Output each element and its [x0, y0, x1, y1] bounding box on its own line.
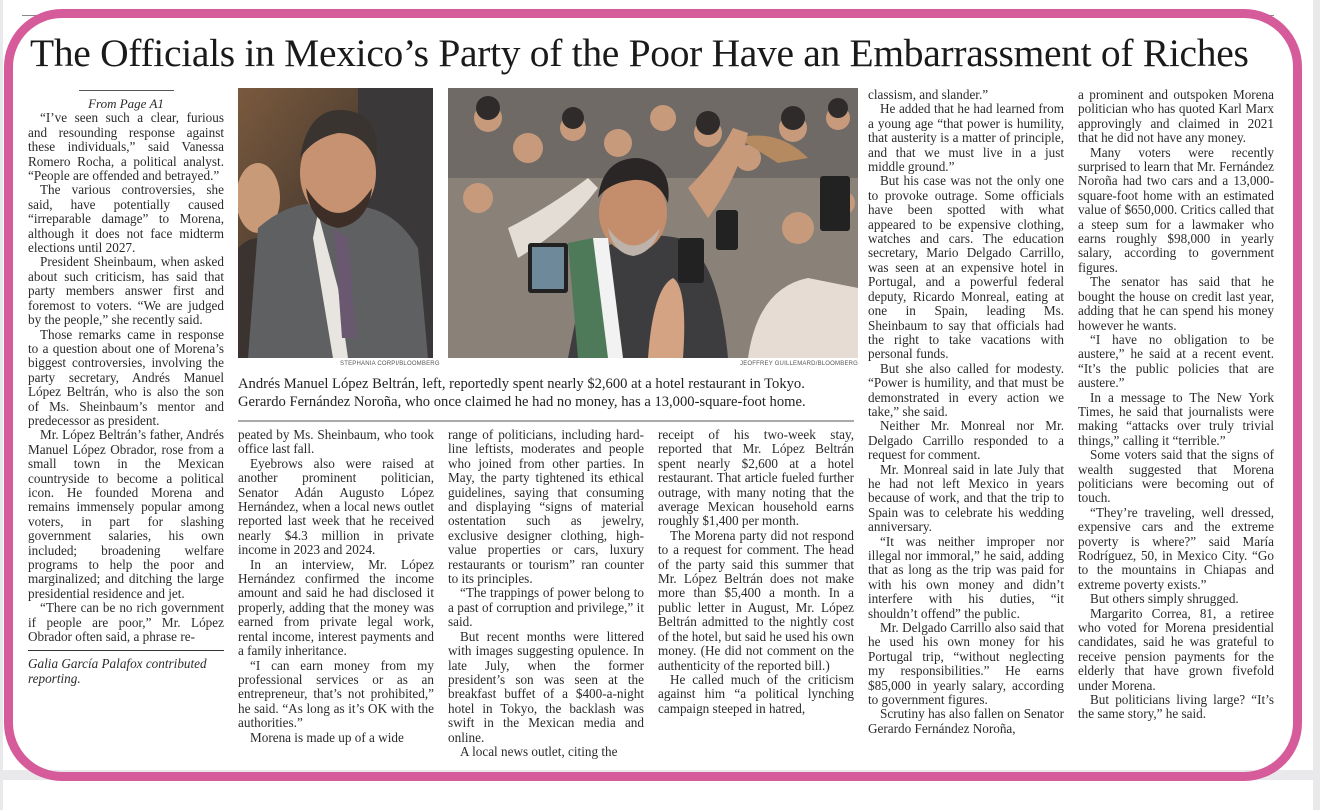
paragraph: A local news outlet, citing the [460, 743, 618, 759]
paragraph: “I’ve seen such a clear, furious and resounding response against these individuals,” said Vanessa Romero Rocha, a political analyst. “People are offended and betrayed.” [28, 110, 224, 184]
photo-caption [238, 375, 858, 411]
article-column-2 [238, 428, 434, 745]
jump-label: From Page A1 [88, 96, 164, 111]
paragraph: range of politicians, including hard-line leftists, moderates and people who joined from other parties. In May, the party tightened its ethical guidelines, saying that consuming and displaying “signs of material ostentation such as jewelry, exclusive designer clothing, high-value properties or cars, luxury restaurants or tourism” ran counter to its principles. [448, 427, 644, 587]
paragraph: Some voters said that the signs of wealth suggested that Morena politicians were becoming out of touch. [1078, 447, 1274, 506]
paragraph: Those remarks came in response to a question about one of Morena’s biggest controversies, involving the party secretary, Andrés Manuel López Beltrán, who is also the son of Ms. Sheinbaum’s mentor and predecessor as president. [28, 326, 224, 428]
article-column-5 [868, 88, 1064, 736]
crowd-image [448, 88, 858, 358]
paragraph: The senator has said that he bought the house on credit last year, adding that he can spend his money however he wants. [1078, 274, 1274, 333]
photo-fernandez-norona [448, 88, 858, 358]
jump-rule [79, 90, 174, 91]
paragraph: “There can be no rich government if people are poor,” Mr. López Obrador often said, a phrase re- [28, 600, 224, 645]
paragraph: “I have no obligation to be austere,” he said at a recent event. “It’s the public policies that are austere.” [1078, 331, 1274, 391]
portrait-image [238, 88, 433, 358]
photo-credit-right: JEOFFREY GUILLEMARD/BLOOMBERG [740, 361, 859, 367]
headline: The Officials in Mexico’s Party of the Poor Have an Embarrassment of Riches [30, 31, 1249, 75]
paragraph: In an interview, Mr. López Hernández confirmed the income amount and said he had disclosed it properly, adding that the money was earned from private legal work, rental income, interest payments and a family inheritance. [238, 556, 434, 659]
paragraph: But his case was not the only one to provoke outrage. Some officials have been spotted with what appeared to be expensive clothing, watches and cars. The education secretary, Mario Delgado Carrillo, was seen at an expensive hotel in Portugal, and a powerful federal deputy, Ricardo Monreal, eating at one in Spain, leading Ms. Sheinbaum to say that officials had the right to take vacations with personal funds. [868, 173, 1064, 362]
paragraph: Margarito Correa, 81, a retiree who voted for Morena presidential candidates, said he was grateful to receive pension payments for the elderly that have grown fivefold under Morena. [1078, 605, 1274, 693]
paragraph: Mr. López Beltrán’s father, Andrés Manuel López Obrador, rose from a small town in the Mexican countryside to become a political icon. He founded Morena and remains immensely popular among voters, in part for slashing government salaries, his own included; broadening welfare programs to help the poor and marginalized; and ditching the large presidential residence and jet. [28, 427, 224, 601]
paragraph: But she also called for modesty. “Power is humility, and that must be demonstrated in every action we take,” she said. [868, 360, 1064, 419]
paragraph: President Sheinbaum, when asked about such criticism, has said that party members answer first and foremost to voters. “We are judged by the people,” she recently said. [28, 254, 224, 328]
paragraph: Eyebrows also were raised at another prominent politician, Senator Adán Augusto López Hernández, when a local news outlet reported last week that he received nearly $4.3 million in private income in 2023 and 2024. [238, 455, 434, 558]
paragraph: But politicians living large? “It’s the same story,” he said. [1078, 692, 1274, 722]
paragraph: “They’re traveling, well dressed, expensive cars and the extreme poverty is where?” said María Rodríguez, 50, in Mexico City. “Go to the mountains in Chiapas and extreme poverty exists.” [1078, 504, 1274, 592]
paragraph: Scrutiny has also fallen on Senator Gerardo Fernández Noroña, [868, 706, 1064, 736]
paragraph: Mr. Delgado Carrillo also said that he used his own money for his Portugal trip, “without neglecting my responsibilities.” He earns $85,000 in yearly salary, according to government figures. [868, 620, 1064, 708]
contributor-credit: Galia García Palafox contributed reporting. [28, 656, 207, 686]
article-column-1 [28, 90, 224, 686]
next-page-edge [3, 780, 1313, 810]
article-column-3 [448, 428, 644, 759]
paragraph: The various controversies, she said, have potentially caused “irreparable damage” to Morena, although it does not face midterm elections until 2027. [28, 182, 224, 256]
paragraph: Many voters were recently surprised to learn that Mr. Fernández Noroña had two cars and a 13,000-square-foot home with an estimated value of $650,000. Critics called that a steep sum for a lawmaker who earns roughly $98,000 in yearly salary, according to government figures. [1078, 144, 1274, 275]
top-rule [22, 15, 1274, 16]
paragraph: classism, and slander.” [868, 87, 989, 102]
paragraph: He added that he had learned from a young age “that power is humility, that austerity is a matter of principle, and that we must live in a just middle ground.” [868, 101, 1064, 175]
photo-credit-left: STEPHANIA CORPI/BLOOMBERG [340, 361, 440, 367]
paragraph: But others simply shrugged. [1090, 591, 1239, 607]
paragraph: “I can earn money from my professional services or as an entrepreneur, that’s not prohibited,” he said. “As long as it’s OK with the authorities.” [238, 657, 434, 731]
paragraph: He called much of the criticism against him “a political lynching campaign steeped in hatred, [658, 671, 854, 716]
caption-line-2: Gerardo Fernández Noroña, who once claimed he had no money, has a 13,000-square-foot home. [238, 394, 806, 410]
paragraph: The Morena party did not respond to a request for comment. The head of the party said this summer that Mr. López Beltrán does not make more than $5,400 a month. In a public letter in August, Mr. López Beltrán admitted to the nightly cost of the hotel, but said he used his own money. (He did not comment on the authenticity of the reported bill.) [658, 527, 854, 673]
paragraph: Morena is made up of a wide [250, 729, 404, 745]
paragraph: In a message to The New York Times, he said that journalists were making “attacks over truly trivial things,” calling it “terrible.” [1078, 389, 1274, 448]
article-column-4 [658, 428, 854, 716]
paragraph: But recent months were littered with images suggesting opulence. In late July, when the former president’s son was seen at the breakfast buffet of a $400-a-night hotel in Tokyo, the backlash was swift in the Mexican media and online. [448, 628, 644, 745]
paragraph: “The trappings of power belong to a past of corruption and privilege,” it said. [448, 585, 644, 630]
credit-rule [28, 650, 224, 651]
paragraph: receipt of his two-week stay, reported that Mr. López Beltrán spent nearly $2,600 at a hotel restaurant. That article fueled further outrage, with many noting that the average Mexican household earns roughly $1,400 per month. [658, 427, 854, 529]
caption-line-1: Andrés Manuel López Beltrán, left, reportedly spent nearly $2,600 at a hotel restaurant in Tokyo. [238, 376, 805, 392]
caption-rule [238, 420, 854, 422]
paragraph: Neither Mr. Monreal nor Mr. Delgado Carrillo responded to a request for comment. [868, 418, 1064, 463]
paragraph: “It was neither improper nor illegal nor immoral,” he said, adding that as long as the trip was paid for with his own money and didn’t interfere with his duties, “it shouldn’t offend” the public. [868, 533, 1064, 621]
photo-lopez-beltran [238, 88, 433, 358]
paragraph: peated by Ms. Sheinbaum, who took office last fall. [238, 427, 434, 457]
paragraph: Mr. Monreal said in late July that he had not left Mexico in years because of work, and that the trip to Spain was to celebrate his wedding anniversary. [868, 461, 1064, 535]
article-column-6 [1078, 88, 1274, 722]
paragraph: a prominent and outspoken Morena politician who has quoted Karl Marx approvingly and claimed in 2021 that he did not have any money. [1078, 87, 1274, 146]
column-1-body [28, 111, 224, 644]
